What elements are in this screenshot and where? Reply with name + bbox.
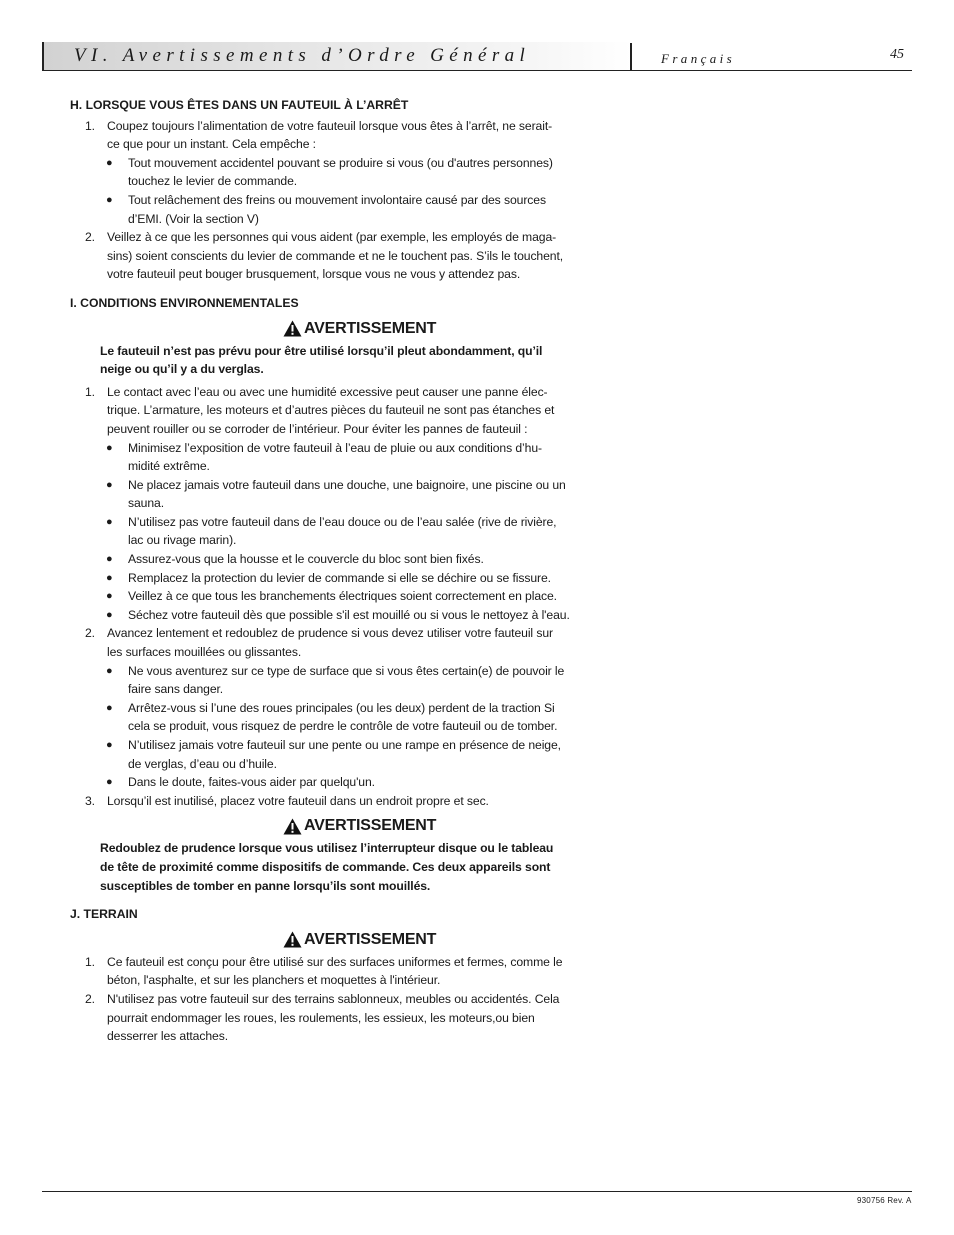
bullet-item — [70, 191, 605, 228]
item-number: 1. — [85, 118, 95, 133]
bullet-line: N’utilisez jamais votre fauteuil sur une pente ou une rampe en présence de neige, — [128, 738, 561, 752]
bullet-item — [70, 476, 605, 513]
warning-line: Le fauteuil n’est pas prévu pour être utilisé lorsqu’il pleut abondamment, qu’il — [100, 343, 543, 358]
item-line: votre fauteuil peut bouger brusquement, lorsque vous ne vous y attendez pas. — [107, 267, 521, 282]
bullet-icon: ● — [106, 156, 113, 169]
item-line: Lorsqu’il est inutilisé, placez votre fauteuil dans un endroit propre et sec. — [107, 793, 489, 808]
item-line: sins) soient conscients du levier de commande et ne le touchent pas. S’ils le touchent, — [107, 248, 564, 263]
bullet-line: Tout relâchement des freins ou mouvement involontaire causé par des sources — [128, 192, 546, 207]
page-number: 45 — [890, 47, 904, 62]
item-line: Coupez toujours l’alimentation de votre fauteuil lorsque vous êtes à l’arrêt, ne serait- — [107, 118, 553, 133]
bullet-icon: ● — [106, 590, 113, 603]
list-item — [70, 117, 605, 154]
warning-line: de tête de proximité comme dispositifs de commande. Ces deux appareils sont — [100, 859, 551, 874]
bullet-line: Tout mouvement accidentel pouvant se produire si vous (ou d'autres personnes) — [128, 155, 553, 170]
bullet-line: Dans le doute, faites-vous aider par quelqu'un. — [128, 775, 375, 790]
warning-heading — [70, 930, 605, 950]
item-line: Veillez à ce que les personnes qui vous aident (par exemple, les employés de maga- — [107, 230, 557, 245]
item-line: Ce fauteuil est conçu pour être utilisé sur des surfaces uniformes et fermes, comme le — [107, 954, 563, 969]
bullet-line: de verglas, d’eau ou d’huile. — [128, 756, 277, 771]
bullet-item — [70, 154, 605, 191]
bullet-line: lac ou rivage marin). — [128, 533, 237, 548]
language-label: Français — [661, 51, 736, 66]
bullet-line: Remplacez la protection du levier de commande si elle se déchire ou se fissure. — [128, 570, 551, 585]
bullet-line: cela se produit, vous risquez de perdre le contrôle de votre fauteuil ou de tomber. — [128, 719, 558, 734]
bullet-icon: ● — [106, 193, 113, 206]
bullet-line: faire sans danger. — [128, 682, 224, 697]
item-line: les surfaces mouillées ou glissantes. — [107, 645, 302, 660]
bullet-icon: ● — [106, 553, 113, 566]
warning-line: Redoublez de prudence lorsque vous utilisez l’interrupteur disque ou le tableau — [100, 841, 554, 856]
list-item — [70, 383, 605, 439]
warning-heading — [70, 816, 605, 836]
item-line: peuvent rouiller ou se corroder de l’intérieur. Pour éviter les pannes de fauteuil : — [107, 421, 528, 436]
section-heading-h: H. LORSQUE VOUS ÊTES DANS UN FAUTEUIL À L’ARRÊT — [70, 98, 409, 112]
item-number: 3. — [85, 793, 95, 808]
item-line: ce que pour un instant. Cela empêche : — [107, 137, 316, 152]
bullet-icon: ● — [106, 441, 113, 454]
item-number: 2. — [85, 991, 95, 1006]
item-line: béton, l'asphalte, et sur les planchers et moquettes à l'intérieur. — [107, 973, 441, 988]
bullet-icon: ● — [106, 739, 113, 751]
bullet-item — [70, 587, 605, 606]
bullet-item — [70, 550, 605, 569]
item-number: 2. — [85, 230, 95, 245]
bullet-line: d’EMI. (Voir la section V) — [128, 211, 259, 226]
warning-triangle-icon — [283, 818, 302, 835]
warning-line: neige ou qu’il y a du verglas. — [100, 362, 264, 377]
warning-triangle-icon — [283, 320, 302, 337]
bullet-line: midité extrême. — [128, 459, 210, 474]
item-line: Avancez lentement et redoublez de prudence si vous devez utiliser votre fauteuil sur — [107, 626, 553, 641]
item-line: desserrer les attaches. — [107, 1029, 228, 1044]
warning-triangle-icon — [283, 931, 302, 948]
bullet-icon: ● — [106, 776, 113, 789]
bullet-line: Séchez votre fauteuil dès que possible s'il est mouillé ou si vous le nettoyez à l'eau. — [128, 607, 570, 622]
page-content — [70, 96, 605, 1046]
bullet-icon: ● — [106, 701, 113, 714]
bullet-line: Veillez à ce que tous les branchements électriques soient correctement en place. — [128, 589, 557, 604]
item-line: trique. L’armature, les moteurs et d’autres pièces du fauteuil ne sont pas étanches et — [107, 403, 555, 418]
chapter-title: VI. Avertissements d’Ordre Général — [74, 45, 531, 66]
warning-title: AVERTISSEMENT — [304, 319, 437, 337]
bullet-item — [70, 736, 605, 773]
list-item — [70, 228, 605, 284]
bullet-line: Arrêtez-vous si l’une des roues principales (ou les deux) perdent de la traction Si — [128, 700, 555, 715]
header-rule — [42, 70, 912, 71]
bullet-line: Minimisez l’exposition de votre fauteuil à l’eau de pluie ou aux conditions d’hu- — [128, 440, 542, 455]
warning-line: susceptibles de tomber en panne lorsqu’ils sont mouillés. — [100, 878, 431, 893]
bullet-line: Assurez-vous que la housse et le couvercle du bloc sont bien fixés. — [128, 552, 484, 567]
bullet-line: N’utilisez pas votre fauteuil dans de l’eau douce ou de l’eau salée (rive de rivière, — [128, 514, 557, 529]
warning-title: AVERTISSEMENT — [304, 817, 437, 835]
bullet-line: sauna. — [128, 496, 164, 511]
bullet-item — [70, 699, 605, 736]
item-number: 2. — [85, 626, 95, 641]
item-number: 1. — [85, 954, 95, 969]
bullet-item — [70, 662, 605, 699]
item-line: pourrait endommager les roues, les roulements, les essieux, les moteurs,ou bien — [107, 1010, 535, 1025]
bullet-icon: ● — [106, 571, 113, 584]
section-heading-i: I. CONDITIONS ENVIRONNEMENTALES — [70, 295, 299, 310]
footer-rule — [42, 1191, 912, 1192]
bullet-item — [70, 773, 605, 792]
bullet-icon: ● — [106, 608, 113, 621]
bullet-item — [70, 513, 605, 550]
document-code: 930756 Rev. A — [857, 1196, 912, 1205]
warning-text — [70, 342, 605, 379]
warning-text — [70, 839, 605, 895]
list-item — [70, 624, 605, 661]
bullet-icon: ● — [106, 664, 113, 677]
list-item — [70, 990, 605, 1046]
item-line: N'utilisez pas votre fauteuil sur des terrains sablonneux, meubles ou accidentés. Cela — [107, 991, 560, 1006]
bullet-line: Ne vous aventurez sur ce type de surface que si vous êtes certain(e) de pouvoir le — [128, 663, 565, 678]
bullet-line: Ne placez jamais votre fauteuil dans une douche, une baignoire, une piscine ou un — [128, 477, 566, 492]
bullet-icon: ● — [106, 478, 113, 491]
bullet-line: touchez le levier de commande. — [128, 174, 298, 189]
section-heading-j: J. TERRAIN — [70, 907, 138, 922]
bullet-item — [70, 569, 605, 588]
bullet-item — [70, 439, 605, 476]
header-divider — [630, 43, 632, 71]
warning-title: AVERTISSEMENT — [304, 930, 437, 948]
list-item — [70, 792, 605, 811]
warning-heading — [70, 319, 605, 339]
bullet-icon: ● — [106, 515, 113, 528]
item-number: 1. — [85, 384, 95, 399]
list-item — [70, 953, 605, 990]
bullet-item — [70, 606, 605, 625]
item-line: Le contact avec l’eau ou avec une humidité excessive peut causer une panne élec- — [107, 384, 548, 399]
